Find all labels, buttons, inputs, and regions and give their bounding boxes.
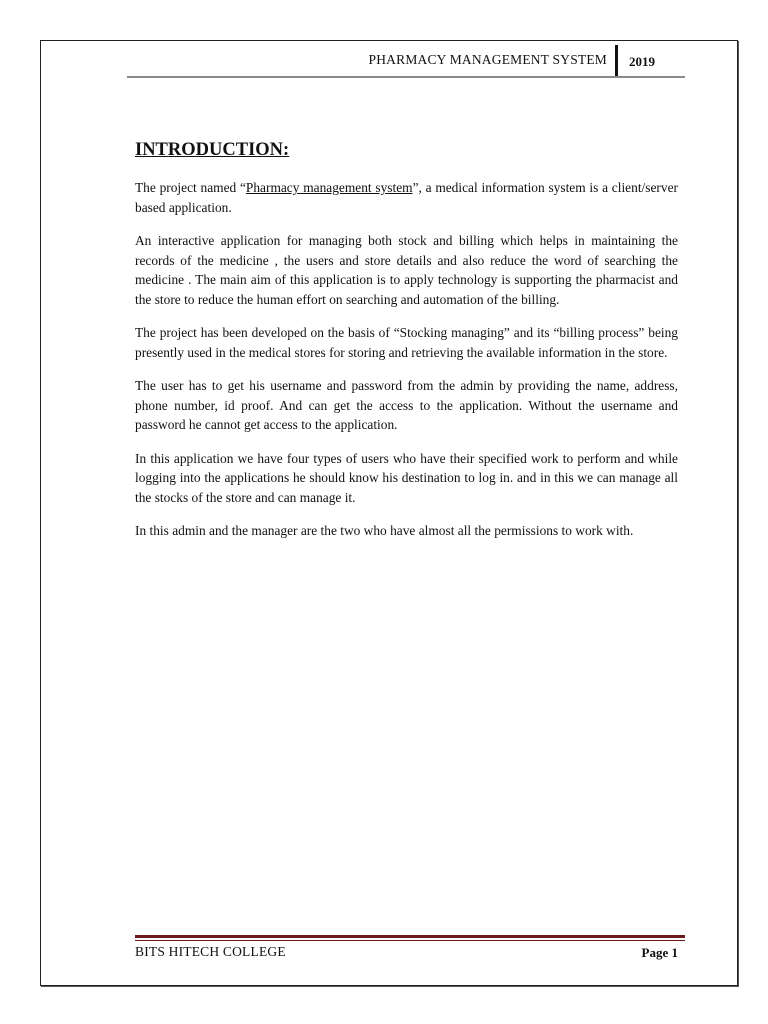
paragraph-2: An interactive application for managing both stock and billing which helps in maintaining the records of the medicine , the users and store details and also reduce the word of searching the medicine . The main aim of this application is to apply technology is supporting the pharmacist and the store to reduce the human effort on searching and automation of the billing.	[135, 233, 678, 307]
footer-rule-thick	[135, 935, 685, 938]
page-header	[127, 45, 685, 78]
footer-rule-thin	[135, 940, 685, 941]
paragraph-4: The user has to get his username and password from the admin by providing the name, address, phone number, id proof. And can get the access to the application. Without the username and password he cannot get access to the application.	[135, 378, 678, 432]
paragraph-3: The project has been developed on the basis of “Stocking managing” and its “billing process” being presently used in the medical stores for storing and retrieving the available information in the store.	[135, 325, 678, 360]
paragraph-1-end: ”, a medical information system is a client/server based application.	[135, 180, 678, 215]
section-heading: INTRODUCTION:	[135, 140, 290, 160]
footer-college-name: BITS HITECH COLLEGE	[135, 944, 286, 959]
paragraph-1	[135, 178, 678, 217]
header-year: 2019	[629, 54, 655, 69]
paragraph-5: In this application we have four types of users who have their specified work to perform and while logging into the applications he should know his destination to log in. and in this we can manage all the stocks of the store and can manage it.	[135, 450, 678, 505]
header-separator	[615, 45, 618, 76]
page-number: Page 1	[641, 945, 678, 960]
paragraph-1-start: The project named “	[135, 180, 246, 195]
header-rule	[127, 76, 685, 78]
paragraph-6: In this admin and the manager are the two who have almost all the permissions to work with.	[135, 523, 634, 538]
project-name-underlined: Pharmacy management system	[245, 180, 413, 195]
document-body	[135, 138, 678, 555]
header-title: PHARMACY MANAGEMENT SYSTEM	[368, 52, 607, 67]
